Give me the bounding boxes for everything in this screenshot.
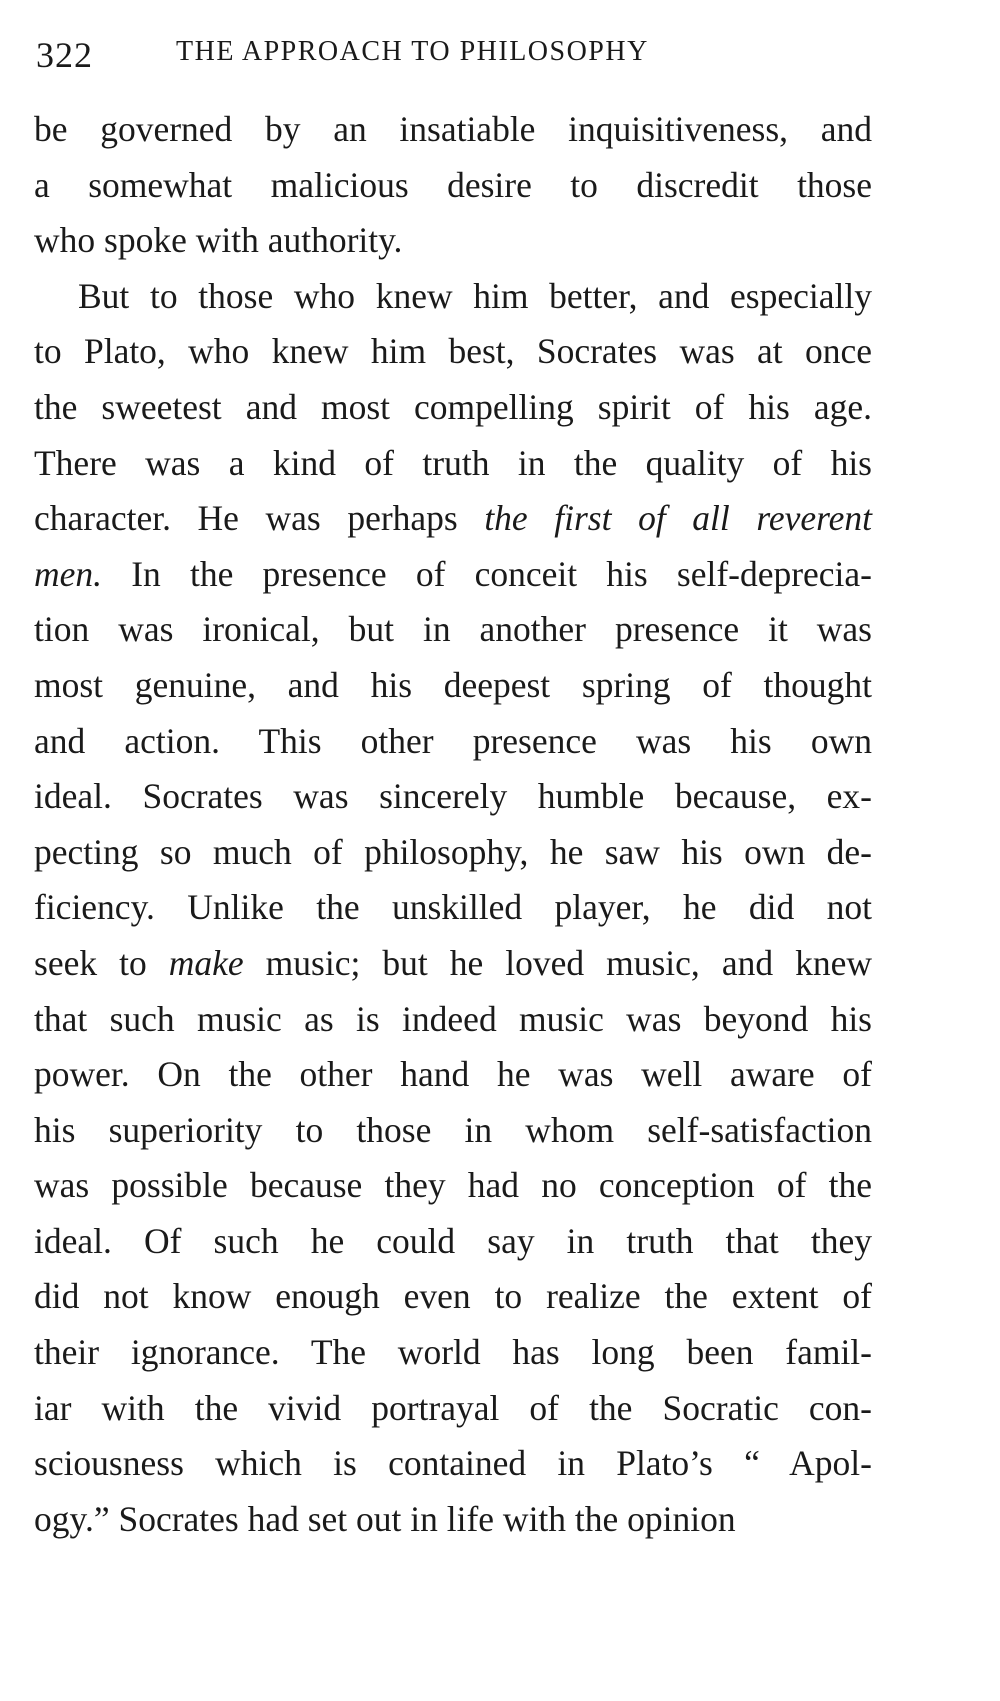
text-segment: But to those who knew him better, and especially — [78, 275, 872, 316]
paragraph — [34, 102, 872, 269]
text-segment: to Plato, who knew him best, Socrates was at once — [34, 331, 872, 372]
text-segment: sciousness which is contained in Plato’s “ Apol- — [34, 1443, 872, 1484]
text-line — [34, 269, 872, 325]
text-segment: that such music as is indeed music was beyond his — [34, 998, 872, 1039]
text-line — [34, 825, 872, 881]
text-segment: most genuine, and his deepest spring of thought — [34, 664, 872, 705]
text-segment: who spoke with authority. — [34, 220, 403, 261]
text-line — [34, 1047, 872, 1103]
text-line — [34, 547, 872, 603]
text-segment: In the presence of conceit his self-deprecia- — [102, 553, 872, 594]
text-segment: a somewhat malicious desire to discredit those — [34, 164, 872, 205]
text-segment: seek to — [34, 942, 169, 983]
text-segment: character. He was perhaps — [34, 498, 485, 539]
body-text — [34, 102, 872, 1547]
text-segment: be governed by an insatiable inquisitiveness, and — [34, 109, 872, 149]
italic-text: the first of all reverent — [484, 498, 872, 539]
text-segment: was possible because they had no conception of the — [34, 1165, 872, 1206]
text-segment: did not know enough even to realize the extent of — [34, 1276, 872, 1317]
text-segment: ogy.” Socrates had set out in life with the opinion — [34, 1498, 736, 1539]
running-head — [36, 30, 896, 86]
text-line — [34, 1269, 872, 1325]
text-segment: ficiency. Unlike the unskilled player, he did not — [34, 887, 872, 928]
text-line — [34, 213, 872, 269]
running-title: THE APPROACH TO PHILOSOPHY — [176, 36, 649, 67]
text-segment: tion was ironical, but in another presence it was — [34, 609, 872, 650]
text-line — [34, 102, 872, 158]
text-line — [34, 769, 872, 825]
text-segment: power. On the other hand he was well aware of — [34, 1054, 872, 1095]
text-line — [34, 1436, 872, 1492]
text-line — [34, 1158, 872, 1214]
text-segment: ideal. Of such he could say in truth that they — [34, 1220, 872, 1261]
text-line — [34, 714, 872, 770]
text-line — [34, 491, 872, 547]
text-segment: the sweetest and most compelling spirit of his age. — [34, 386, 872, 427]
text-segment: their ignorance. The world has long been famil- — [34, 1332, 872, 1373]
text-line — [34, 658, 872, 714]
text-segment: There was a kind of truth in the quality of his — [34, 442, 872, 483]
text-segment: iar with the vivid portrayal of the Socratic con- — [34, 1387, 872, 1428]
text-segment: music; but he loved music, and knew — [243, 942, 872, 983]
text-line — [34, 1381, 872, 1437]
text-line — [34, 880, 872, 936]
text-line — [34, 1103, 872, 1159]
italic-text: make — [168, 942, 244, 983]
text-line — [34, 380, 872, 436]
text-line — [34, 602, 872, 658]
text-segment: his superiority to those in whom self-satisfaction — [34, 1109, 872, 1150]
text-segment: ideal. Socrates was sincerely humble because, ex- — [34, 776, 872, 817]
text-segment: and action. This other presence was his own — [34, 720, 872, 761]
text-line — [34, 1325, 872, 1381]
text-line — [34, 158, 872, 214]
text-line — [34, 324, 872, 380]
text-line — [34, 992, 872, 1048]
text-segment: pecting so much of philosophy, he saw his own de- — [34, 831, 872, 872]
italic-text: men. — [34, 553, 103, 594]
page-number: 322 — [36, 35, 93, 75]
paragraph — [34, 269, 872, 1548]
text-line — [34, 436, 872, 492]
text-line — [34, 1214, 872, 1270]
text-line — [34, 1492, 872, 1548]
text-line — [34, 936, 872, 992]
